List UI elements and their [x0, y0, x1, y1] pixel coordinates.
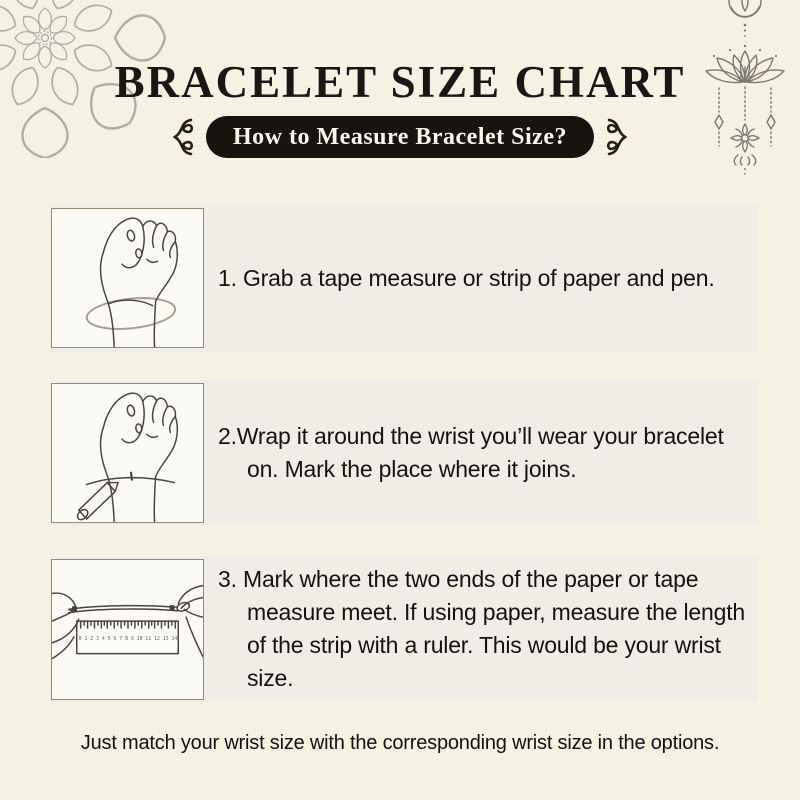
step-3-number: 3.	[218, 566, 237, 592]
step-1-row	[50, 205, 758, 352]
step-1-body: Grab a tape measure or strip of paper and pen.	[236, 265, 715, 291]
flourish-left-icon	[170, 116, 197, 158]
ruler-numbers: 0 1 2 3 4 5 6 7 8 9 10 11 12 13 14	[78, 635, 178, 642]
step-3-row	[50, 556, 758, 702]
step-3-illustration-box	[51, 559, 204, 700]
closed-fist-with-wrist-circle-icon	[52, 209, 203, 347]
step-1-number: 1.	[218, 265, 237, 291]
step-2-text	[218, 420, 750, 486]
step-2-number: 2.	[218, 422, 237, 449]
subtitle-badge-row	[0, 116, 800, 158]
step-1-text	[218, 262, 750, 295]
step-3-text	[218, 563, 750, 695]
footer-note: Just match your wrist size with the corresponding wrist size in the options.	[80, 732, 720, 754]
closed-fist-with-pen-icon	[52, 384, 203, 522]
step-2-row	[50, 380, 758, 525]
step-2-illustration-box	[51, 383, 204, 523]
step-2-body: Wrap it around the wrist you’ll wear your bracelet on. Mark the place where it joins.	[236, 422, 724, 482]
step-1-illustration-box	[51, 208, 204, 348]
step-3-text-block	[218, 556, 750, 702]
hands-with-ruler-icon	[52, 560, 203, 699]
flourish-right-icon	[603, 116, 630, 158]
page-title: BRACELET SIZE CHART	[114, 57, 686, 107]
step-3-body: Mark where the two ends of the paper or tape measure meet. If using paper, measure the length of the strip with a ruler. This would be your wrist size.	[236, 566, 745, 691]
step-1-text-block	[218, 205, 750, 352]
subtitle-badge: How to Measure Bracelet Size?	[206, 116, 594, 158]
step-2-text-block	[218, 380, 750, 525]
